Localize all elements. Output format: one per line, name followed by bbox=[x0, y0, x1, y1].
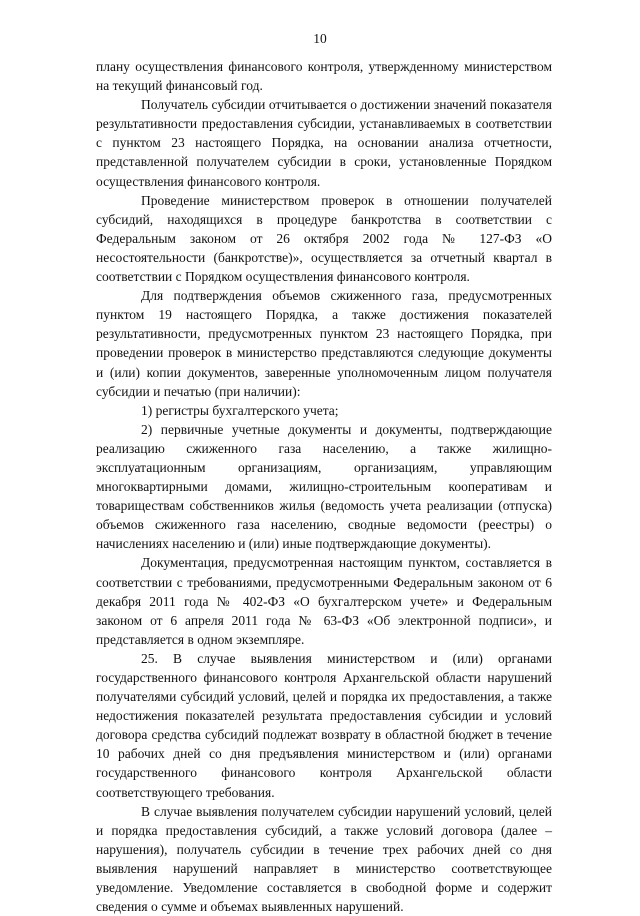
page-number: 10 bbox=[313, 31, 327, 46]
paragraph-bankruptcy-checks: Проведение министерством проверок в отношении получателей субсидий, находящихся в процедуре банкротства в соответствии с Федеральным законом от 26 октября 2002 года № 127-ФЗ «О несостоятельности (банкротстве)», осуществляется за отчетный квартал в соответствии с Порядком осуществления финансового контроля. bbox=[96, 192, 552, 285]
paragraph-documents-required: Для подтверждения объемов сжиженного газа, предусмотренных пунктом 19 настоящего Порядка, а также достижения показателей результативности, предусмотренных пунктом 23 настоящего Порядка, при проведении проверок в министерство представляются следующие документы и (или) копии документов, заверенные уполномоченным лицом получателя субсидии и печатью (при наличии): bbox=[96, 288, 552, 399]
list-item-accounting-registers: 1) регистры бухгалтерского учета; bbox=[141, 402, 339, 418]
paragraph-violation-notice: В случае выявления получателем субсидии нарушений условий, целей и порядка предоставления субсидий, а также условий договора (далее – нарушения), получатель субсидии в течение трех рабочих дней со дня выявления нарушений направляет в министерство соответствующее уведомление. Уведомление составляется в свободной форме и содержит сведения о сумме и объемах выявленных нарушений. bbox=[96, 803, 552, 915]
paragraph-clause-25: 25. В случае выявления министерством и (или) органами государственного финансового контроля Архангельской области нарушений получателями субсидий условий, целей и порядка их предоставления, а также недостижения показателей результата предоставления субсидии и условий договора средства субсидий подлежат возврату в областной бюджет в течение 10 рабочих дней со дня предъявления министерством и (или) органами государственного финансового контроля Архангельской области соответствующего требования. bbox=[96, 650, 552, 800]
body-text bbox=[96, 57, 552, 916]
paragraph-reporting: Получатель субсидии отчитывается о достижении значений показателя результативности предоставления субсидии, устанавливаемых в соответствии с пунктом 23 настоящего Порядка, на основании анализа отчетности, представленной получателем субсидии в сроки, установленные Порядком осуществления финансового контроля. bbox=[96, 97, 552, 189]
paragraph-documentation-requirements: Документация, предусмотренная настоящим пунктом, составляется в соответствии с требованиями, предусмотренными Федеральным законом от 6 декабря 2011 года № 402-ФЗ «О бухгалтерском учете» и Федеральным законом от 6 апреля 2011 года № 63-ФЗ «Об электронной подписи», и представляется в одном экземпляре. bbox=[96, 555, 552, 647]
list-item-primary-documents: 2) первичные учетные документы и документы, подтверждающие реализацию сжиженного газа населению, а также жилищно-эксплуатационным организациям, организациям, управляющим многоквартирными домами, жилищно-строительным кооперативам и товариществам собственников жилья (ведомость учета реализации (отпуска) объемов сжиженного газа населению, сводные ведомости (реестры) о начислениях населению и (или) иные подтверждающие документы). bbox=[96, 421, 552, 552]
paragraph-continuation: плану осуществления финансового контроля, утвержденному министерством на текущий финансовый год. bbox=[96, 59, 552, 94]
